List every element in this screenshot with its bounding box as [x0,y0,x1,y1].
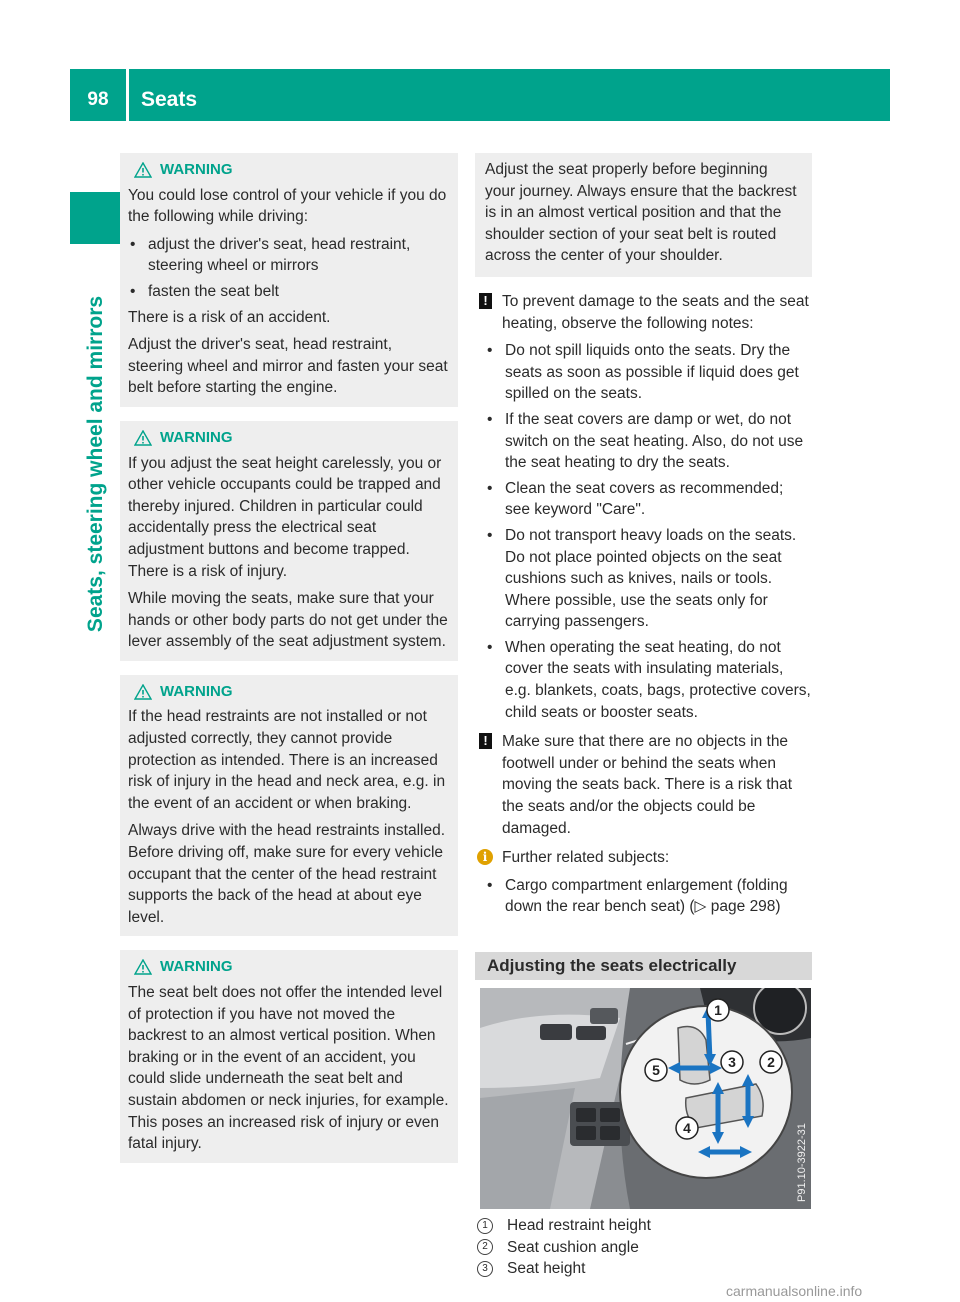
legend-number: 2 [477,1239,493,1255]
warning-label: WARNING [160,958,233,976]
warning-box [120,950,458,1162]
seat-adjustment-illustration [480,988,811,1209]
chapter-side-title-text: Seats, steering wheel and mirrors [84,295,107,633]
list-item: • fasten the seat belt [128,281,450,303]
callout-2: 2 [767,1054,775,1070]
legend-label: Head restraint height [507,1217,651,1234]
warning-text: Always drive with the head restraints installed. Before driving off, make sure for every vehicle occupant that the center of the head restraint supports the back of the head at about eye level. [128,822,446,926]
legend-item [477,1237,812,1259]
warning-label: WARNING [160,428,233,446]
legend-item [477,1258,812,1280]
warning-text: If you adjust the seat height carelessly, you or other vehicle occupants could be trapped and thereby injured. Children in particular could accidentally press the electrical seat adjustment buttons and become trapped. There is a risk of injury. [128,454,442,580]
section-heading: Adjusting the seats electrically [475,952,812,980]
warning-label: WARNING [160,682,233,700]
warning-box [120,675,458,937]
list-item-text: Do not transport heavy loads on the seats. Do not place pointed objects on the seat cushions such as knives, nails or tools. Where possible, use the seats only for carrying passengers. [505,526,797,631]
note-list [475,875,812,918]
warning-text: If the head restraints are not installed or not adjusted correctly, they cannot provide protection as intended. There is an increased risk of injury in the head and neck area, e.g. in the event of an accident or when braking. [128,708,446,812]
warning-heading [134,681,450,703]
list-item-text: Clean the seat covers as recommended; see keyword "Care". [505,479,784,519]
callout-5: 5 [652,1062,660,1078]
list-item-text: When operating the seat heating, do not cover the seats with insulating materials, e.g. blankets, coats, bags, protective covers, child seats or booster seats. [505,638,811,721]
chapter-side-title [70,254,122,674]
warning-label: WARNING [160,161,233,178]
warning-text: The seat belt does not offer the intended level of protection if you have not moved the backrest to an almost vertical position. When braking or in the event of an accident, you could slide underneath the seat belt and sustain abdomen or neck injuries, for example. This poses an increased risk of injury or even fatal injury. [128,984,449,1153]
exclamation-icon: ! [479,293,492,309]
right-column [475,153,812,1280]
warning-text: Adjust the driver's seat, head restraint, steering wheel and mirror and fasten your seat belt before starting the engine. [128,336,448,397]
warning-triangle-icon [134,959,152,975]
page-number: 98 [87,89,109,110]
warning-heading [134,427,450,449]
info-icon: i [477,849,493,865]
warning-heading [134,159,450,181]
left-column [120,153,458,1177]
cross-reference-link[interactable]: Cargo compartment enlargement (folding down the rear bench seat) (▷ page 298) [505,876,788,916]
header-divider [126,69,129,121]
list-item: • When operating the seat heating, do not cover the seats with insulating materials, e.g. blankets, coats, bags, protective covers, child seats or booster seats. [485,637,812,723]
page-header [70,69,890,121]
warning-heading [134,956,450,978]
list-item: • Cargo compartment enlargement (folding down the rear bench seat) (▷ page 298) [485,875,812,918]
list-item: • Clean the seat covers as recommended; see keyword "Care". [485,478,812,521]
warning-box [120,153,458,407]
watermark: carmanualsonline.info [726,1283,863,1299]
callout-3: 3 [728,1054,736,1070]
damage-note [475,291,812,334]
legend-label: Seat cushion angle [507,1238,639,1256]
warning-text: You could lose control of your vehicle if you do the following while driving: [128,186,447,226]
list-item: • Do not spill liquids onto the seats. Dry the seats as soon as possible if liquid does get spilled on the seats. [485,340,812,405]
note-text: To prevent damage to the seats and the seat heating, observe the following notes: [502,292,809,332]
note-text: Further related subjects: [502,849,670,867]
note-list [475,340,812,723]
legend-number: 1 [477,1218,493,1234]
list-item-text: If the seat covers are damp or wet, do not switch on the seat heating. Also, do not use the seat heating to dry the seats. [505,410,804,472]
legend-item [477,1215,812,1237]
legend-label: Seat height [507,1260,586,1278]
damage-note [475,731,812,839]
list-item-text: fasten the seat belt [148,282,279,300]
warning-triangle-icon [134,684,152,700]
callout-4: 4 [683,1120,691,1136]
legend-number: 3 [477,1261,493,1277]
chapter-tab [70,192,122,244]
info-note [475,847,812,869]
page-title: Seats [141,88,198,111]
info-box-text: Adjust the seat properly before beginning your journey. Always ensure that the backrest is in an almost vertical position and that the shoulder section of your seat belt is routed across the center of your shoulder. [485,161,797,265]
list-item: • Do not transport heavy loads on the seats. Do not place pointed objects on the seat cushions such as knives, nails or tools. Where possible, use the seats only for carrying passengers. [485,525,812,633]
note-text: Make sure that there are no objects in the footwell under or behind the seats when moving the seats back. There is a risk that the seats and/or the objects could be damaged. [502,733,793,837]
figure-code: P91.10-3922-31 [796,1123,808,1202]
warning-text: While moving the seats, make sure that your hands or other body parts do not get under the lever assembly of the seat adjustment system. [128,590,448,651]
callout-1: 1 [714,1002,722,1018]
info-box [475,153,812,277]
warning-triangle-icon [134,430,152,446]
list-item: • If the seat covers are damp or wet, do not switch on the seat heating. Also, do not use the seat heating to dry the seats. [485,409,812,474]
warning-box [120,421,458,661]
exclamation-icon: ! [479,733,492,749]
list-item-text: Do not spill liquids onto the seats. Dry the seats as soon as possible if liquid does get spilled on the seats. [505,342,799,403]
warning-text: There is a risk of an accident. [128,308,331,326]
list-item: • adjust the driver's seat, head restraint, steering wheel or mirrors [128,234,450,277]
warning-triangle-icon [134,162,152,178]
list-item-text: adjust the driver's seat, head restraint, steering wheel or mirrors [148,235,411,275]
